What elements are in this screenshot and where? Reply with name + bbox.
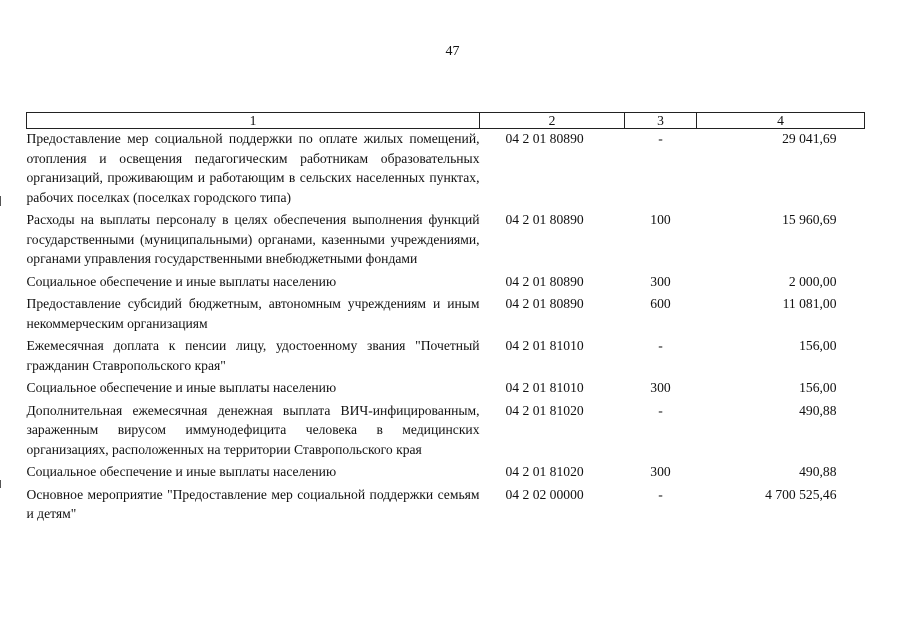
table-row xyxy=(27,401,865,463)
table-row xyxy=(27,485,865,527)
row-code: 04 2 01 81010 xyxy=(505,380,584,395)
row-name: Предоставление субсидий бюджетным, автономным учреждениям и иным некоммерческим организациям xyxy=(26,296,480,331)
row-type: 300 xyxy=(650,273,671,289)
row-name: Расходы на выплаты персоналу в целях обеспечения выполнения функций государственными (муниципальными) органами, казенными учреждениями, органами управления государственными внебюджетными фондами xyxy=(26,212,480,266)
row-sum: 29 041,69 xyxy=(782,131,837,146)
row-name: Социальное обеспечение и иные выплаты населению xyxy=(26,273,337,289)
row-name: Ежемесячная доплата к пенсии лицу, удостоенному звания "Почетный гражданин Ставропольского края" xyxy=(26,338,480,373)
row-name: Социальное обеспечение и иные выплаты населению xyxy=(26,464,337,479)
row-code: 04 2 01 80890 xyxy=(505,131,584,146)
row-name: Предоставление мер социальной поддержки по оплате жилых помещений, отопления и освещения педагогическим работникам образовательных организаций, проживающим и работающим в сельских населенных пунктах, рабочих поселках (поселках городского типа) xyxy=(26,131,480,205)
row-type: - xyxy=(658,131,663,146)
row-name: Социальное обеспечение и иные выплаты населению xyxy=(26,380,337,395)
row-code: 04 2 01 81010 xyxy=(505,338,584,353)
row-type: 300 xyxy=(650,464,671,479)
header-col-4: 4 xyxy=(697,113,865,129)
table-row xyxy=(27,129,865,211)
header-col-1: 1 xyxy=(27,113,480,129)
budget-table xyxy=(26,112,865,527)
row-code: 04 2 01 81020 xyxy=(505,464,584,479)
row-code: 04 2 01 81020 xyxy=(505,402,584,418)
row-type: - xyxy=(658,338,663,353)
row-type: - xyxy=(658,402,663,418)
table-row xyxy=(27,336,865,378)
header-col-3: 3 xyxy=(625,113,697,129)
row-code: 04 2 01 80890 xyxy=(505,296,584,311)
row-sum: 15 960,69 xyxy=(782,212,837,227)
row-sum: 2 000,00 xyxy=(788,273,837,289)
scan-margin-mark xyxy=(0,480,1,488)
row-sum: 156,00 xyxy=(799,338,837,353)
row-sum: 156,00 xyxy=(799,380,837,395)
row-sum: 490,88 xyxy=(799,464,837,479)
scan-margin-mark xyxy=(0,196,1,206)
table-row xyxy=(27,378,865,401)
header-col-2: 2 xyxy=(480,113,625,129)
row-code: 04 2 02 00000 xyxy=(505,486,584,502)
row-type: 100 xyxy=(650,212,671,227)
row-type: 300 xyxy=(650,380,671,395)
table-row xyxy=(27,294,865,336)
row-name: Основное мероприятие "Предоставление мер социальной поддержки семьям и детям" xyxy=(26,486,480,521)
table-header-row xyxy=(27,113,865,129)
row-sum: 11 081,00 xyxy=(782,296,837,311)
row-code: 04 2 01 80890 xyxy=(505,273,584,289)
row-sum: 4 700 525,46 xyxy=(765,486,837,502)
table-row xyxy=(27,462,865,485)
row-name: Дополнительная ежемесячная денежная выплата ВИЧ-инфицированным, зараженным вирусом иммунодефицита человека в медицинских организациях, расположенных на территории Ставропольского края xyxy=(26,402,480,457)
table-row xyxy=(27,210,865,272)
row-code: 04 2 01 80890 xyxy=(505,212,584,227)
row-sum: 490,88 xyxy=(799,402,837,418)
row-type: 600 xyxy=(650,296,671,311)
page-number: 47 xyxy=(445,44,460,59)
table-row xyxy=(27,272,865,295)
row-type: - xyxy=(658,486,663,502)
